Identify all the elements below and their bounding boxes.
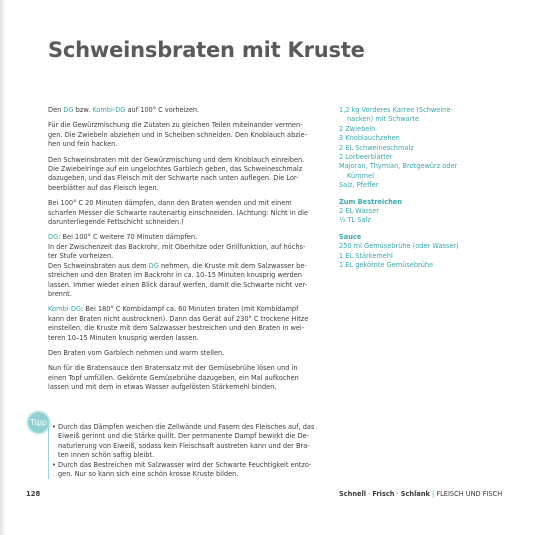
book-title-part: Schlank	[400, 490, 430, 498]
title-separator: ·	[394, 490, 401, 498]
step-text: nehmen, die Kruste mit dem Salzwasser be-	[158, 261, 307, 270]
device-label-kombi-dg: Kombi-DG	[92, 106, 126, 114]
step-line: lassen. Immer wieder einen Blick darauf werfen, damit die Schwarte nicht ver-	[48, 280, 308, 289]
instructions-column	[48, 106, 324, 399]
step-line: hen und fein hacken.	[48, 140, 118, 149]
ingredient-item: Salz, Pfeffer	[339, 181, 379, 190]
tip-item	[52, 423, 330, 461]
step-line: einstellen, die Kruste mit dem Salzwasser bestreichen und den Braten in wei-	[48, 324, 305, 333]
step-line: darunterliegende Fettschicht schneiden.)	[48, 218, 184, 227]
step-text: bzw.	[73, 106, 93, 114]
ingredient-item: 3 Knoblauchzehen	[339, 134, 400, 143]
tip-line: Durch das Bestreichen mit Salzwasser wird der Schwarte Feuchtigkeit entzo-	[58, 460, 312, 469]
ingredient-section-heading: Sauce	[339, 232, 362, 241]
ingredients-main	[339, 106, 479, 191]
ingredient-item: nacken) mit Schwarte	[347, 115, 420, 124]
step-text: Den	[48, 106, 64, 114]
step-line: Nun für die Bratensauce den Bratensatz mit der Gemüsebrühe lösen und in	[48, 364, 298, 373]
device-label-dg: DG	[48, 233, 59, 242]
title-separator: ·	[366, 490, 373, 498]
page-number: 128	[26, 490, 41, 498]
page-gutter-shadow	[0, 0, 6, 535]
ingredients-column	[339, 106, 479, 271]
step-line: dazugeben, und das Fleisch mit der Schwarte nach unten auflegen. Die Lor-	[48, 174, 299, 183]
tip-list	[48, 423, 330, 479]
step-line: streichen und den Braten im Backrohr in ca. 10–15 Minuten knusprig werden	[48, 271, 302, 280]
step-line: ter Stufe vorheizen.	[48, 252, 114, 261]
ingredient-item: 250 ml Gemüsebrühe (oder Wasser)	[339, 242, 459, 251]
ingredient-section-heading: Zum Bestreichen	[339, 197, 402, 206]
step-sauce	[48, 364, 324, 392]
book-title-part: Frisch	[372, 490, 395, 498]
step-text: Den Schweinsbraten aus dem	[48, 261, 149, 270]
recipe-title: Schweinsbraten mit Kruste	[48, 38, 365, 62]
ingredient-item: 2 Lorbeerblätter	[339, 153, 393, 162]
tip-line: Eiweiß gerinnt und die Stärke quillt. Der permanente Dampf bewirkt die De-	[58, 432, 309, 441]
ingredient-item: Kümmel	[347, 171, 374, 180]
ingredient-item: 2 Zwiebeln	[339, 124, 376, 133]
ingredient-item: 1 EL Stärkemehl	[339, 251, 393, 260]
device-label-kombi-dg: Kombi-DG	[48, 305, 82, 314]
step-rub-meat	[48, 156, 324, 194]
tip-item	[52, 461, 330, 480]
ingredients-sauce	[339, 233, 479, 271]
step-spice-mix	[48, 121, 324, 149]
device-label-dg: DG	[63, 106, 74, 114]
step-line: In der Zwischenzeit das Backrohr, mit Oberhitze oder Grillfunktion, auf höchs-	[48, 242, 306, 251]
step-kombi-dg-method	[48, 305, 324, 343]
ingredient-item: ½ TL Salz	[339, 216, 371, 225]
step-line: Die Zwiebelringe auf ein ungelochtes Garblech geben, das Schweineschmalz	[48, 165, 303, 174]
step-line: einen Topf umfüllen. Gekörnte Gemüsebrühe dazugeben, ein Mal aufkochen	[48, 373, 299, 382]
step-preheat	[48, 106, 324, 115]
footer-divider: |	[429, 490, 437, 498]
step-steam-and-score	[48, 199, 324, 227]
step-line: kann der Braten nicht austrocknen). Dann das Gerät auf 230° C trockene Hitze	[48, 314, 309, 323]
step-line: Für die Gewürzmischung die Zutaten zu gleichen Teilen miteinander vermen-	[48, 121, 303, 130]
step-line: Bei 100° C 20 Minuten dämpfen, dann den Braten wenden und mit einem	[48, 199, 292, 208]
step-line: Den Braten vom Garblech nehmen und warm stellen.	[48, 348, 225, 357]
ingredient-item: 2 EL Schweineschmalz	[339, 143, 414, 152]
step-line: : Bei 100° C weitere 70 Minuten dämpfen.	[58, 233, 198, 242]
device-label-dg: DG	[148, 261, 159, 270]
step-dg-method	[48, 233, 324, 299]
ingredient-item: 1,2 kg Vorderes Karree (Schweine-	[339, 106, 453, 114]
ingredient-item: 1 EL gekörnte Gemüsebrühe	[339, 261, 434, 270]
tip-line: naturierung von Eiweiß, sodass kein Fleischsaft austreten kann und der Bra-	[58, 441, 310, 450]
ingredient-item: 2 EL Wasser	[339, 207, 380, 216]
step-line: teren 10–15 Minuten knusprig werden lassen.	[48, 333, 199, 342]
tip-line: ten innen schön saftig bleibt.	[58, 451, 155, 460]
step-line: : Bei 180° C Kombidampf ca. 60 Minuten braten (mit Kombidampf	[81, 305, 299, 314]
step-line: Den Schweinsbraten mit der Gewürzmischung und dem Knoblauch einreiben.	[48, 155, 305, 164]
tip-badge: Tipp	[28, 412, 49, 433]
step-line: brennt.	[48, 289, 72, 298]
step-text: auf 100° C vorheizen.	[125, 106, 200, 114]
step-line: beerblätter auf das Fleisch legen.	[48, 183, 159, 192]
ingredients-brush	[339, 198, 479, 226]
step-line: lassen und mit dem in etwas Wasser aufgelösten Stärkemehl binden.	[48, 383, 277, 392]
tip-line: gen. Nur so kann sich eine schön krosse Kruste bilden.	[58, 470, 239, 479]
running-footer	[339, 490, 502, 498]
book-title-part: Schnell	[339, 490, 367, 498]
section-name: FLEISCH UND FISCH	[436, 490, 503, 498]
step-line: scharfen Messer die Schwarte rautenartig einschneiden. (Achtung: Nicht in die	[48, 208, 309, 217]
tip-line: Durch das Dämpfen weichen die Zellwände und Fasern des Fleisches auf, das	[58, 423, 315, 431]
ingredient-item: Majoran, Thymian, Brotgewürz oder	[339, 162, 458, 171]
step-line: gen. Die Zwiebeln abziehen und in Scheiben schneiden. Den Knoblauch abzie-	[48, 130, 308, 139]
step-rest	[48, 349, 324, 358]
